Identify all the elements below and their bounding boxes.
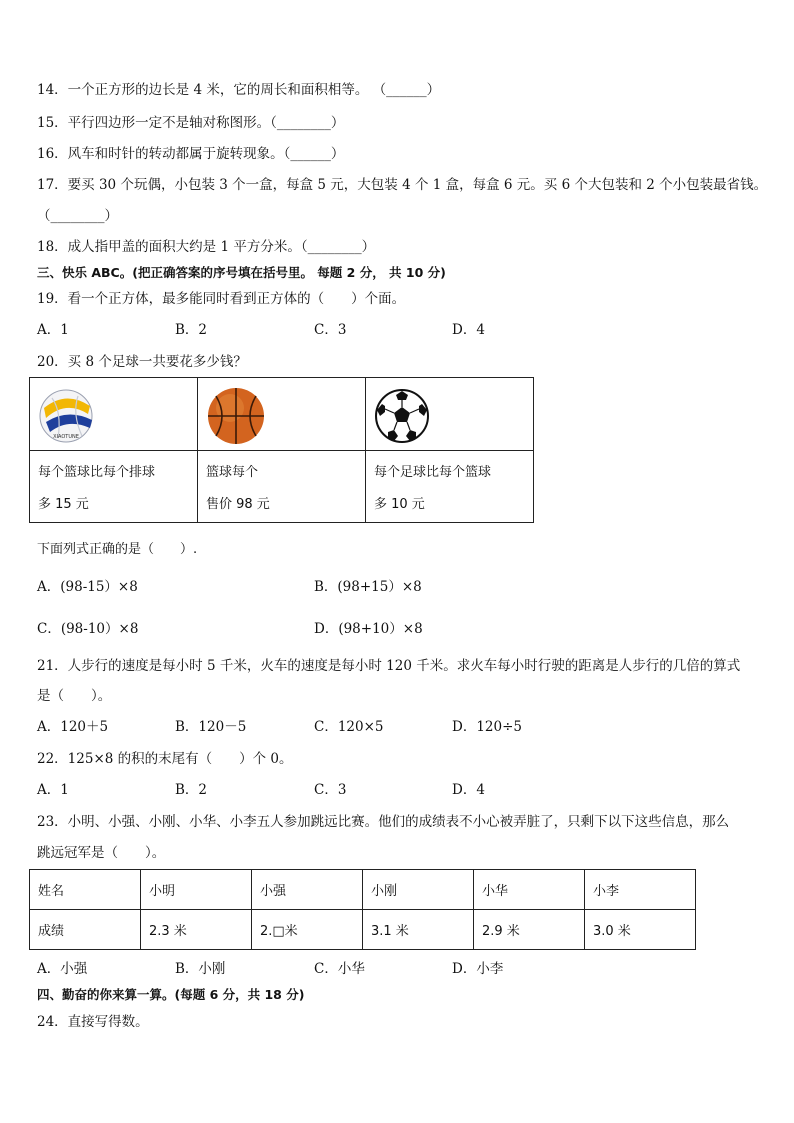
volleyball-brand: XIAOTUNE — [53, 434, 79, 440]
option-d[interactable]: D．4 — [452, 322, 485, 338]
table-header-cell: 小强 — [252, 870, 363, 910]
soccer-price-info — [366, 451, 534, 523]
option-b[interactable]: B．120－5 — [175, 719, 247, 735]
table-header-cell: 小华 — [474, 870, 585, 910]
question-23-cont: 跳远冠军是（ ）。 — [37, 845, 166, 861]
cell-line: 每个足球比每个篮球 — [374, 465, 492, 480]
volleyball-icon — [38, 388, 94, 444]
option-c[interactable]: C．120×5 — [314, 719, 384, 735]
section-3-heading: 三、快乐 ABC。(把正确答案的序号填在括号里。 每题 2 分， 共 10 分) — [37, 265, 446, 280]
question-19: 19．看一个正方体，最多能同时看到正方体的（ ）个面。 — [37, 291, 406, 307]
table-header-cell: 姓名 — [30, 870, 141, 910]
basketball-cell — [198, 378, 366, 451]
option-c[interactable]: C．3 — [314, 782, 347, 798]
soccer-ball-cell — [366, 378, 534, 451]
table-row — [30, 910, 696, 950]
table-header-cell: 小刚 — [363, 870, 474, 910]
option-a[interactable]: A．1 — [37, 322, 69, 338]
soccer-ball-icon — [374, 388, 430, 444]
question-21: 21．人步行的速度是每小时 5 千米，火车的速度是每小时 120 千米。求火车每小时行驶的距离是人步行的几倍的算式 — [37, 658, 741, 674]
ball-price-table — [29, 377, 534, 523]
table-cell: 2.9 米 — [474, 910, 585, 950]
question-16: 16．风车和时针的转动都属于旋转现象。（______） — [37, 146, 345, 162]
table-cell: 2.3 米 — [141, 910, 252, 950]
question-22: 22．125×8 的积的末尾有（ ）个 0。 — [37, 751, 293, 767]
option-d[interactable]: D．(98+10）×8 — [314, 621, 423, 637]
option-a[interactable]: A．(98-15）×8 — [37, 579, 138, 595]
question-23: 23．小明、小强、小刚、小华、小李五人参加跳远比赛。他们的成绩表不小心被弄脏了，只剩下以下这些信息，那么 — [37, 814, 730, 830]
cell-line: 每个篮球比每个排球 — [38, 465, 156, 480]
option-a[interactable]: A．1 — [37, 782, 69, 798]
table-cell: 成绩 — [30, 910, 141, 950]
table-header-cell: 小李 — [585, 870, 696, 910]
question-21-options — [37, 717, 757, 737]
question-20-options-row2 — [37, 619, 757, 639]
volleyball-price-info — [30, 451, 198, 523]
table-cell: 2.□米 — [252, 910, 363, 950]
question-20: 20．买 8 个足球一共要花多少钱？ — [37, 354, 247, 370]
option-b[interactable]: B．(98+15）×8 — [314, 579, 422, 595]
question-20-options-row1 — [37, 577, 757, 597]
basketball-price-info — [198, 451, 366, 523]
question-20-prompt: 下面列式正确的是（ ）. — [37, 542, 198, 557]
question-24: 24．直接写得数。 — [37, 1014, 149, 1030]
option-d[interactable]: D．4 — [452, 782, 485, 798]
question-23-options — [37, 959, 757, 979]
option-c[interactable]: C．3 — [314, 322, 347, 338]
question-17-answer: （________） — [37, 208, 118, 224]
option-b[interactable]: B．小刚 — [175, 961, 226, 977]
cell-line: 多 15 元 — [38, 497, 89, 512]
basketball-icon — [206, 386, 266, 446]
table-cell: 3.0 米 — [585, 910, 696, 950]
question-17: 17．要买 30 个玩偶，小包装 3 个一盒，每盒 5 元，大包装 4 个 1 盒，每盒 6 元。买 6 个大包装和 2 个小包装最省钱。 — [37, 177, 768, 193]
option-d[interactable]: D．小李 — [452, 961, 504, 977]
question-18: 18．成人指甲盖的面积大约是 1 平方分米。（________） — [37, 239, 376, 255]
cell-line: 篮球每个 — [206, 465, 259, 480]
question-14: 14．一个正方形的边长是 4 米，它的周长和面积相等。 （______） — [37, 82, 441, 98]
question-19-options — [37, 320, 757, 340]
question-15: 15．平行四边形一定不是轴对称图形。（________） — [37, 115, 345, 131]
option-a[interactable]: A．120＋5 — [37, 719, 109, 735]
table-header-row — [30, 870, 696, 910]
option-b[interactable]: B．2 — [175, 782, 208, 798]
option-a[interactable]: A．小强 — [37, 961, 88, 977]
option-d[interactable]: D．120÷5 — [452, 719, 522, 735]
section-4-heading: 四、勤奋的你来算一算。(每题 6 分，共 18 分) — [37, 987, 305, 1002]
option-b[interactable]: B．2 — [175, 322, 208, 338]
volleyball-cell — [30, 378, 198, 451]
cell-line: 售价 98 元 — [206, 497, 270, 512]
option-c[interactable]: C．(98-10）×8 — [37, 621, 139, 637]
long-jump-table — [29, 869, 696, 950]
question-22-options — [37, 780, 757, 800]
cell-line: 多 10 元 — [374, 497, 425, 512]
question-21-cont: 是（ ）。 — [37, 688, 112, 704]
table-header-cell: 小明 — [141, 870, 252, 910]
option-c[interactable]: C．小华 — [314, 961, 365, 977]
table-cell: 3.1 米 — [363, 910, 474, 950]
